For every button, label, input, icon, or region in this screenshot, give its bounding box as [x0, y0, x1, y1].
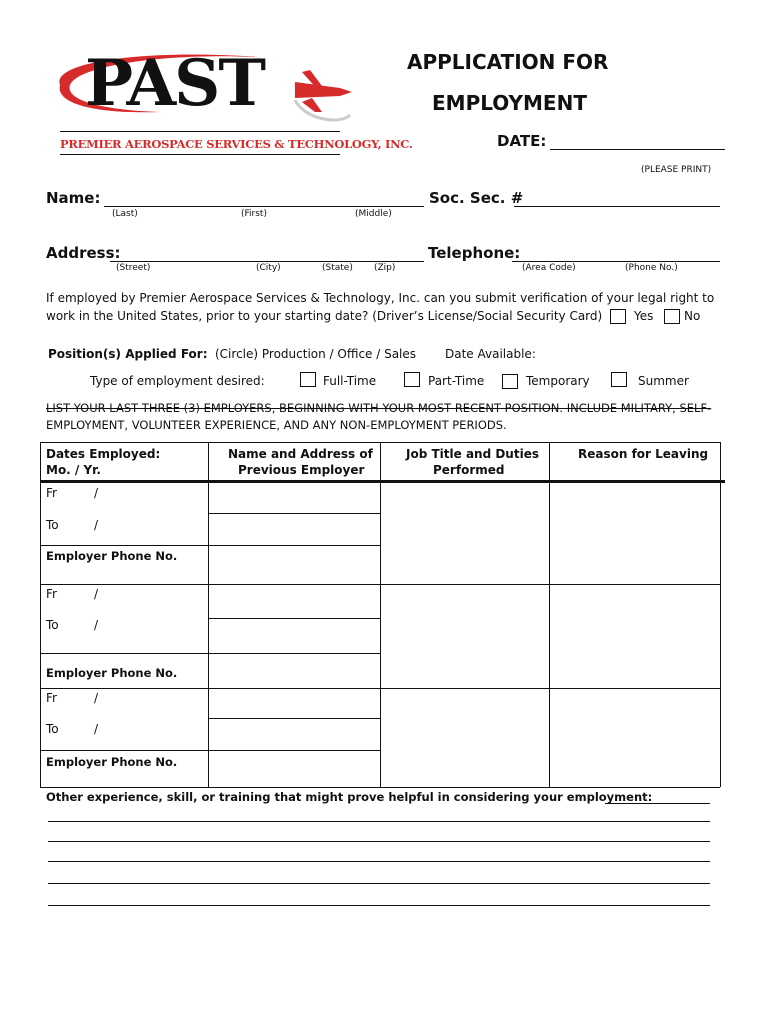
temporary-label: Temporary [526, 374, 590, 388]
row1-employer-phone-label: Employer Phone No. [46, 549, 178, 563]
logo-company-name: PREMIER AEROSPACE SERVICES & TECHNOLOGY, INC. [60, 137, 413, 151]
other-experience-line4[interactable] [48, 883, 710, 884]
header-performed: Performed [433, 463, 505, 477]
date-available-label: Date Available: [445, 347, 536, 361]
logo-rule-bottom [60, 154, 340, 155]
name-middle-caption: (Middle) [355, 209, 392, 219]
name-last-caption: (Last) [112, 209, 138, 219]
row2-name-line[interactable] [208, 618, 380, 619]
verification-question-line1: If employed by Premier Aerospace Services & Technology, Inc. can you submit verification of your legal right to [46, 291, 715, 305]
name-label: Name: [46, 189, 101, 207]
part-time-label: Part-Time [428, 374, 485, 388]
telephone-area-caption: (Area Code) [522, 263, 576, 273]
header-job-title: Job Title and Duties [406, 447, 539, 461]
other-experience-line0[interactable] [605, 803, 710, 804]
ssn-field[interactable] [514, 206, 720, 207]
part-time-checkbox[interactable] [404, 372, 420, 387]
logo-word: PAST [85, 46, 264, 121]
ssn-label: Soc. Sec. # [429, 189, 524, 207]
verification-yes-checkbox[interactable] [610, 309, 626, 324]
verification-no-label: No [684, 309, 701, 323]
other-experience-label: Other experience, skill, or training that might prove helpful in considering your employment: [46, 790, 653, 804]
row3-to-label: To [46, 722, 59, 736]
telephone-field[interactable] [512, 261, 720, 262]
row3-from-label: Fr [46, 691, 57, 705]
logo-rule-top [60, 131, 340, 132]
row3-employer-phone-label: Employer Phone No. [46, 755, 178, 769]
row1-to-slash: / [94, 518, 99, 532]
employment-type-label: Type of employment desired: [90, 374, 265, 388]
form-title-line1: APPLICATION FOR [407, 50, 609, 74]
employers-instructions-line1: LIST YOUR LAST THREE (3) EMPLOYERS, BEGINNING WITH YOUR MOST RECENT POSITION. INCLUDE MILITARY, SELF- [46, 401, 712, 415]
summer-label: Summer [638, 374, 689, 388]
other-experience-line2[interactable] [48, 841, 710, 842]
row1-name-line[interactable] [208, 513, 380, 514]
other-experience-line1[interactable] [48, 821, 710, 822]
employers-instructions-line2: EMPLOYMENT, VOLUNTEER EXPERIENCE, AND ANY NON-EMPLOYMENT PERIODS. [46, 418, 507, 432]
summer-checkbox[interactable] [611, 372, 627, 387]
address-label: Address: [46, 244, 121, 262]
row2-employer-phone-label: Employer Phone No. [46, 666, 178, 680]
address-field[interactable] [110, 261, 424, 262]
header-dates-employed: Dates Employed: [46, 447, 161, 461]
header-mo-yr: Mo. / Yr. [46, 463, 101, 477]
form-title-line2: EMPLOYMENT [432, 91, 587, 115]
address-street-caption: (Street) [116, 263, 151, 273]
row2-from-label: Fr [46, 587, 57, 601]
address-state-caption: (State) [322, 263, 353, 273]
verification-question-line2: work in the United States, prior to your starting date? (Driver’s License/Social Security Card) [46, 309, 603, 323]
row2-from-slash: / [94, 587, 99, 601]
telephone-phone-caption: (Phone No.) [625, 263, 678, 273]
position-options[interactable]: (Circle) Production / Office / Sales [215, 347, 417, 361]
date-label: DATE: [497, 132, 547, 150]
other-experience-line3[interactable] [48, 861, 710, 862]
header-previous-employer: Previous Employer [238, 463, 365, 477]
name-first-caption: (First) [241, 209, 267, 219]
verification-yes-label: Yes [634, 309, 654, 323]
full-time-checkbox[interactable] [300, 372, 316, 387]
position-label: Position(s) Applied For: [48, 347, 208, 361]
row3-from-slash: / [94, 691, 99, 705]
telephone-label: Telephone: [428, 244, 521, 262]
address-city-caption: (City) [256, 263, 281, 273]
header-employer-name: Name and Address of [228, 447, 373, 461]
temporary-checkbox[interactable] [502, 374, 518, 389]
row1-to-label: To [46, 518, 59, 532]
row3-name-line[interactable] [208, 718, 380, 719]
row1-from-label: Fr [46, 486, 57, 500]
row1-from-slash: / [94, 486, 99, 500]
row2-to-slash: / [94, 618, 99, 632]
date-field[interactable] [550, 149, 725, 150]
other-experience-line5[interactable] [48, 905, 710, 906]
please-print-note: (PLEASE PRINT) [641, 165, 712, 175]
header-reason-leaving: Reason for Leaving [578, 447, 709, 461]
name-field[interactable] [104, 206, 424, 207]
row2-to-label: To [46, 618, 59, 632]
full-time-label: Full-Time [323, 374, 377, 388]
verification-no-checkbox[interactable] [664, 309, 680, 324]
row3-to-slash: / [94, 722, 99, 736]
address-zip-caption: (Zip) [374, 263, 396, 273]
